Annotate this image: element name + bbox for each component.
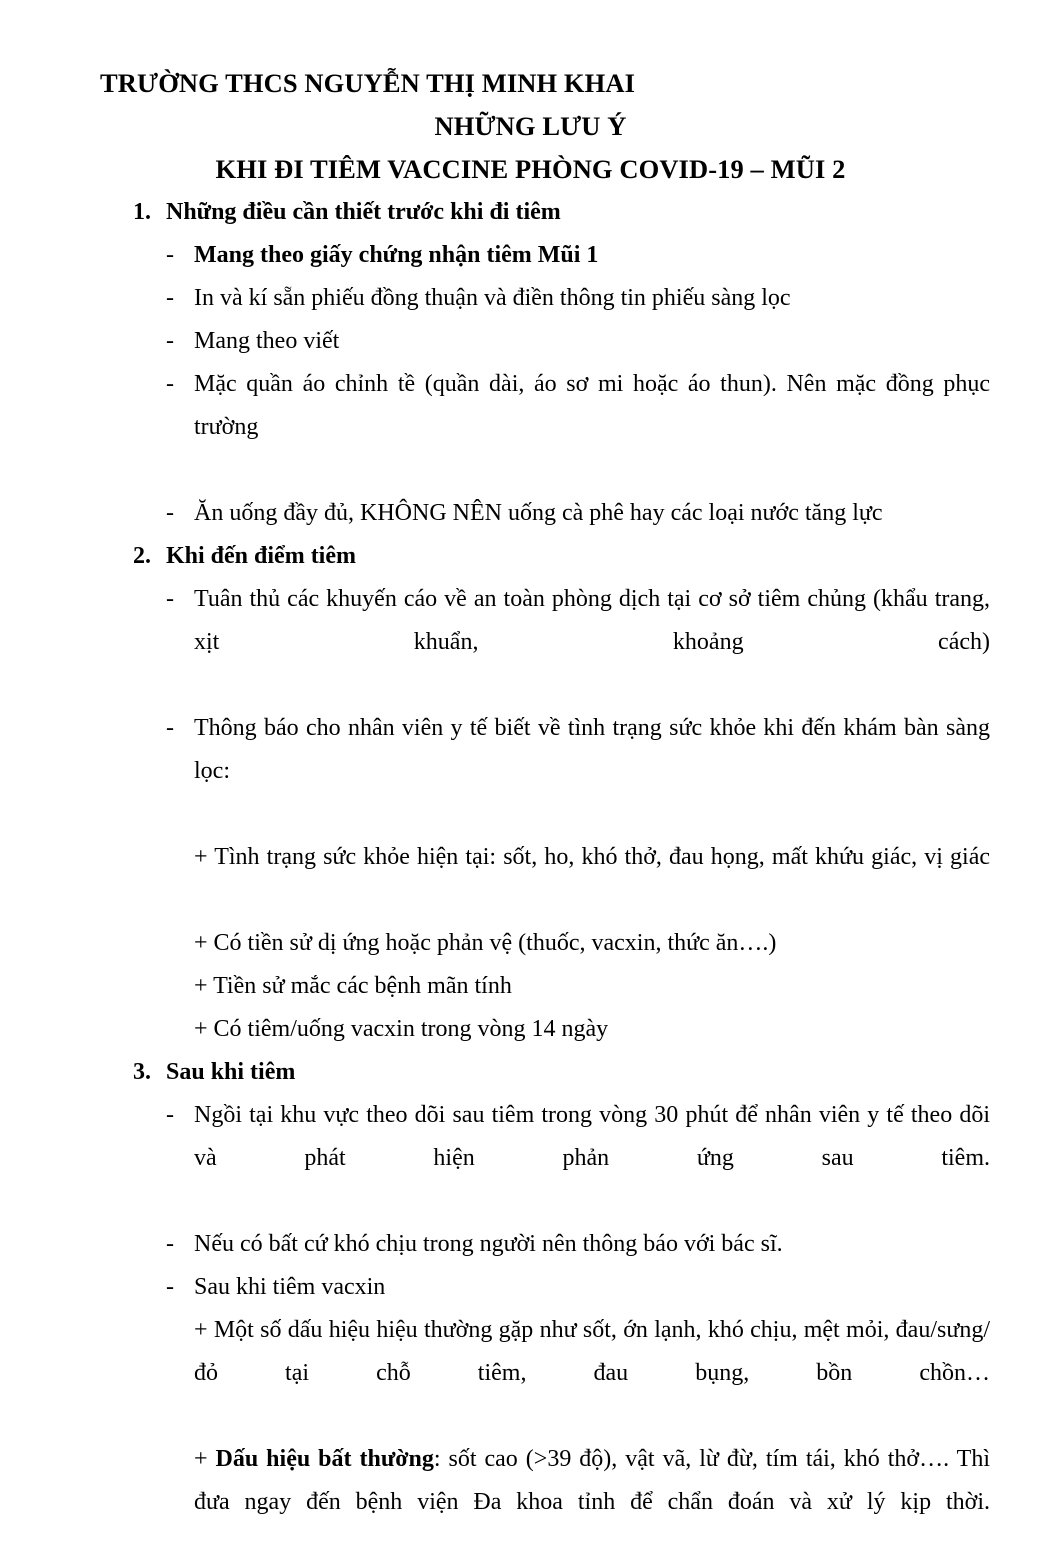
dash-bullet-icon: - bbox=[166, 285, 174, 311]
warning-label: Dấu hiệu bất thường bbox=[215, 1446, 434, 1472]
section-title-3: Sau khi tiêm bbox=[166, 1059, 296, 1085]
sub-list-item: + Tiền sử mắc các bệnh mãn tính bbox=[194, 973, 512, 999]
list-item bbox=[71, 492, 990, 535]
list-item bbox=[71, 234, 990, 277]
list-item-text: Thông báo cho nhân viên y tế biết về tình trạng sức khỏe khi đến khám bàn sàng lọc: bbox=[194, 715, 990, 784]
section-heading-2 bbox=[71, 535, 990, 578]
section-number-2: 2. bbox=[133, 543, 151, 569]
list-item-text: Sau khi tiêm vacxin bbox=[194, 1274, 386, 1300]
section-heading-1 bbox=[71, 191, 990, 234]
dash-bullet-icon: - bbox=[166, 328, 174, 354]
sub-list-item: + Có tiền sử dị ứng hoặc phản vệ (thuốc, vacxin, thức ăn….) bbox=[194, 930, 777, 956]
list-item bbox=[71, 1223, 990, 1266]
list-item bbox=[71, 277, 990, 320]
list-item-text: In và kí sẵn phiếu đồng thuận và điền thông tin phiếu sàng lọc bbox=[194, 285, 791, 311]
school-name-heading: TRƯỜNG THCS NGUYỄN THỊ MINH KHAI bbox=[100, 68, 635, 98]
section-title-2: Khi đến điểm tiêm bbox=[166, 543, 356, 569]
section-title-1: Những điều cần thiết trước khi đi tiêm bbox=[166, 199, 561, 225]
sub-list-item: + Một số dấu hiệu hiệu thường gặp như sốt, ớn lạnh, khó chịu, mệt mỏi, đau/sưng/đỏ tại chỗ tiêm, đau bụng, bồn chồn… bbox=[194, 1317, 990, 1386]
list-item bbox=[71, 363, 990, 492]
document-title-line-1: NHỮNG LƯU Ý bbox=[434, 111, 627, 141]
section-number-1: 1. bbox=[133, 199, 151, 225]
warning-text: : sốt cao (>39 độ), vật vã, lừ đừ, tím tái, khó thở…. Thì đưa ngay đến bệnh viện Đa khoa tỉnh để chẩn đoán và xử lý kịp thời. bbox=[194, 1446, 990, 1515]
list-item bbox=[71, 1094, 990, 1223]
sub-list-item: + Tình trạng sức khỏe hiện tại: sốt, ho, khó thở, đau họng, mất khứu giác, vị giác bbox=[194, 844, 990, 870]
dash-bullet-icon: - bbox=[166, 242, 174, 268]
section-number-3: 3. bbox=[133, 1059, 151, 1085]
list-item-text: Mang theo giấy chứng nhận tiêm Mũi 1 bbox=[194, 242, 599, 268]
sub-list-item: + Có tiêm/uống vacxin trong vòng 14 ngày bbox=[194, 1016, 609, 1042]
plus-mark: + bbox=[194, 1446, 216, 1472]
dash-bullet-icon: - bbox=[166, 1231, 174, 1257]
dash-bullet-icon: - bbox=[166, 1102, 174, 1128]
list-item-text: Nếu có bất cứ khó chịu trong người nên thông báo với bác sĩ. bbox=[194, 1231, 783, 1257]
dash-bullet-icon: - bbox=[166, 500, 174, 526]
list-item-text: Ăn uống đầy đủ, KHÔNG NÊN uống cà phê hay các loại nước tăng lực bbox=[194, 500, 883, 526]
list-item-text: Mặc quần áo chỉnh tề (quần dài, áo sơ mi hoặc áo thun). Nên mặc đồng phục trường bbox=[194, 371, 990, 440]
section-heading-3 bbox=[71, 1051, 990, 1094]
list-item-text: Tuân thủ các khuyến cáo về an toàn phòng dịch tại cơ sở tiêm chủng (khẩu trang, xịt khuẩn, khoảng cách) bbox=[194, 586, 990, 655]
list-item bbox=[71, 578, 990, 707]
dash-bullet-icon: - bbox=[166, 371, 174, 397]
dash-bullet-icon: - bbox=[166, 586, 174, 612]
list-item-text: Ngồi tại khu vực theo dõi sau tiêm trong vòng 30 phút để nhân viên y tế theo dõi và phát hiện phản ứng sau tiêm. bbox=[194, 1102, 990, 1171]
list-item bbox=[71, 707, 990, 836]
dash-bullet-icon: - bbox=[166, 1274, 174, 1300]
list-item-text: Mang theo viết bbox=[194, 328, 340, 354]
dash-bullet-icon: - bbox=[166, 715, 174, 741]
list-item bbox=[71, 320, 990, 363]
document-title-line-2: KHI ĐI TIÊM VACCINE PHÒNG COVID-19 – MŨI 2 bbox=[215, 154, 846, 184]
list-item bbox=[71, 1266, 990, 1309]
warning-sub-list-item bbox=[71, 1438, 990, 1567]
